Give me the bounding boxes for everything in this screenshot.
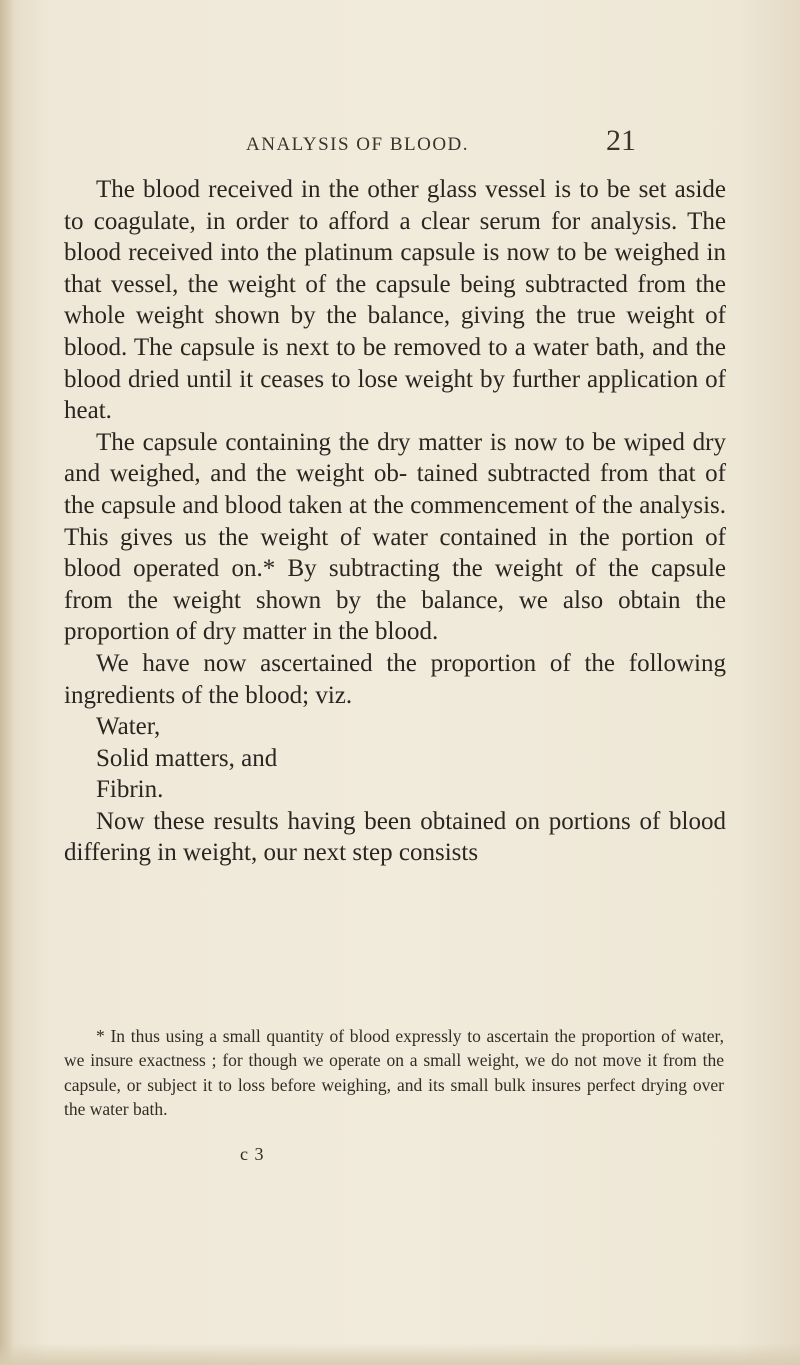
page-header xyxy=(0,124,800,164)
list-item: Water, xyxy=(96,713,161,741)
footnote xyxy=(64,1024,724,1122)
footnote-text: * In thus using a small quantity of blood expressly to ascertain the proportion of water, we insure exactness ; for though we operate on a small weight, we do not move it from the capsule, or subject it to loss before weighing, and its small bulk insures perfect drying over the water bath. xyxy=(64,1026,724,1120)
list-item: Solid matters, and xyxy=(96,744,278,772)
page-number: 21 xyxy=(606,124,636,157)
page-bottom-shadow xyxy=(0,1343,800,1365)
paragraph: Now these results having been obtained on portions of blood differing in weight, our next step consists xyxy=(64,807,726,867)
ingredient-list xyxy=(64,711,726,806)
body-text xyxy=(64,174,726,869)
paragraph: The blood received in the other glass vessel is to be set aside to coagulate, in order to afford a clear serum for analysis. The blood received into the platinum capsule is now to be weighed in that vessel, the weight of the capsule being subtracted from the whole weight shown by the balance, giving the true weight of blood. The capsule is next to be removed to a water bath, and the blood dried until it ceases to lose weight by further application of heat. xyxy=(64,176,726,425)
running-head: ANALYSIS OF BLOOD. xyxy=(246,134,470,155)
signature-mark: c 3 xyxy=(240,1144,265,1164)
page-edge-shadow xyxy=(0,0,14,1365)
list-item: Fibrin. xyxy=(96,776,164,804)
paragraph: We have now ascertained the proportion of the following ingredients of the blood; viz. xyxy=(64,649,726,709)
paragraph: The capsule containing the dry matter is now to be wiped dry and weighed, and the weight ob- tained subtracted from that of the capsule and blood taken at the commencement of the analysis. This gives us the weight of water contained in the portion of blood operated on.* By subtracting the weight of the capsule from the weight shown by the balance, we also obtain the proportion of dry matter in the blood. xyxy=(64,428,726,646)
